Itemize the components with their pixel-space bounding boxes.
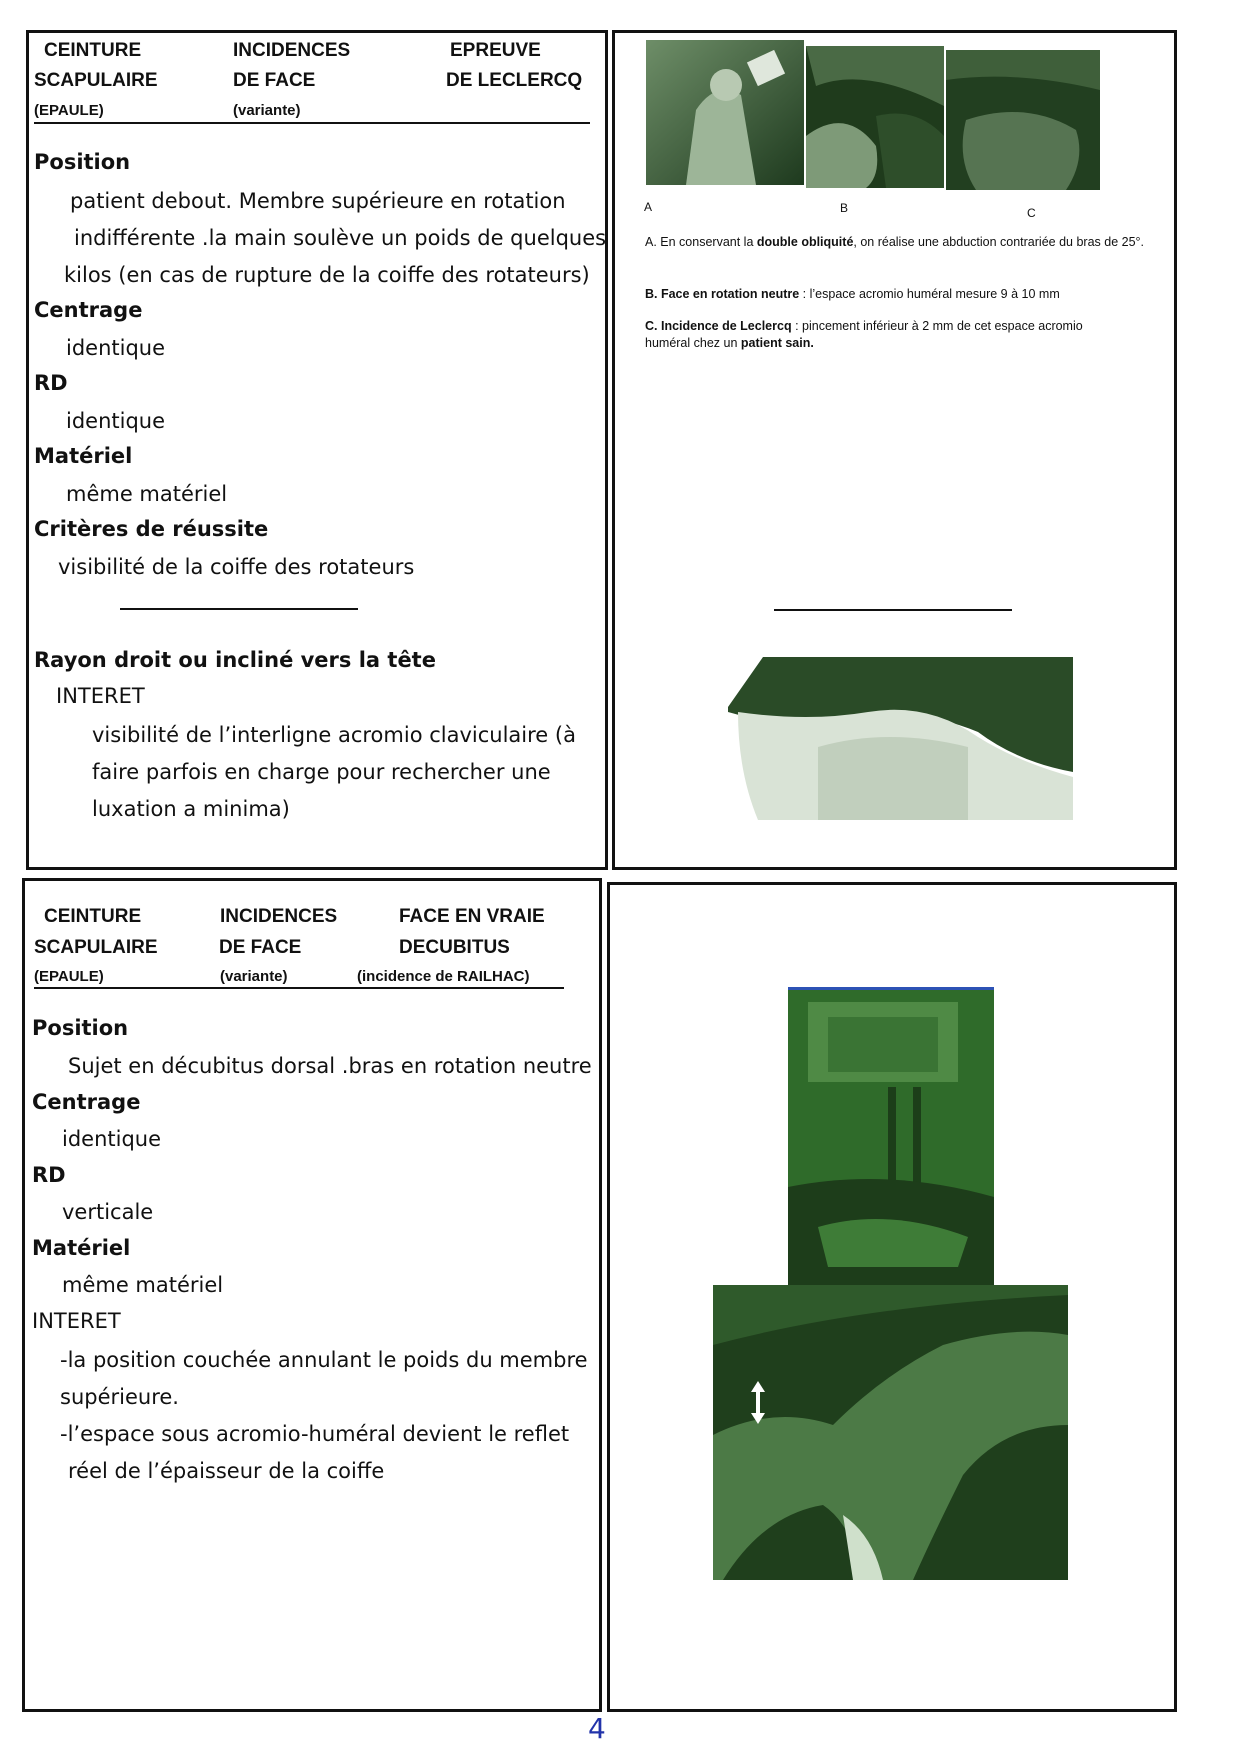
top-criteres-label: Critères de réussite [34, 517, 269, 541]
top-rayon-label: Rayon droit ou incliné vers la tête [34, 648, 436, 672]
bottom-position-text: Sujet en décubitus dorsal .bras en rotation neutre [68, 1054, 592, 1078]
top-centrage-text: identique [66, 336, 166, 360]
top-position-label: Position [34, 150, 131, 174]
radiograph-c-image [946, 50, 1100, 190]
bottom-rd-label: RD [32, 1163, 66, 1187]
bottom-interet-line-3: -l’espace sous acromio-huméral devient le reflet [60, 1422, 570, 1446]
bottom-interet-text [60, 1342, 588, 1490]
bottom-header-col3-line3: (incidence de RAILHAC) [357, 968, 530, 985]
bottom-header-col1-line2: SCAPULAIRE [34, 937, 158, 958]
caption-b-bold: B. Face en rotation neutre [645, 287, 800, 301]
top-header-col2-line2: DE FACE [233, 70, 316, 91]
top-criteres-text: visibilité de la coiffe des rotateurs [58, 555, 415, 579]
top-left-separator [120, 608, 358, 610]
bottom-materiel-text: même matériel [62, 1273, 224, 1297]
caption-a [645, 234, 1150, 251]
radiograph-a-image [646, 40, 804, 185]
caption-c-end: patient sain. [740, 336, 814, 350]
caption-b [645, 286, 1150, 303]
caption-a-prefix: A. En conservant la [645, 235, 757, 249]
top-interet-line-2: faire parfois en charge pour rechercher une [92, 760, 551, 784]
radiograph-b-image [806, 46, 944, 188]
top-interet-text [92, 717, 576, 828]
top-header-col1-line1: CEINTURE [44, 40, 142, 61]
top-header-col2-line1: INCIDENCES [233, 40, 351, 61]
top-header-rule [34, 122, 590, 124]
top-header-col1-line3: (EPAULE) [34, 102, 104, 119]
figure-label-c: C [1027, 206, 1036, 220]
bottom-header-col1-line3: (EPAULE) [34, 968, 104, 985]
top-rd-text: identique [66, 409, 166, 433]
top-header-col3-line2: DE LECLERCQ [446, 70, 583, 91]
figure-label-b: B [840, 201, 849, 215]
caption-a-bold: double obliquité [756, 235, 854, 249]
page-number: 4 [588, 1712, 606, 1745]
top-header-col3-line1: EPREUVE [450, 40, 541, 61]
top-header-col2-line3: (variante) [233, 102, 301, 119]
top-position-text [64, 183, 607, 294]
bottom-centrage-text: identique [62, 1127, 162, 1151]
bottom-header-col3-line2: DECUBITUS [399, 937, 510, 958]
bottom-rd-text: verticale [62, 1200, 154, 1224]
acromio-clavicular-radiograph-image [718, 652, 1073, 820]
caption-c-bold: C. Incidence de Leclercq [645, 319, 792, 333]
top-interet-line-3: luxation a minima) [92, 797, 290, 821]
bottom-materiel-label: Matériel [32, 1236, 131, 1260]
bottom-interet-line-2: supérieure. [60, 1385, 179, 1409]
top-position-line-2: indifférente .la main soulève un poids de quelques [74, 226, 607, 250]
bottom-position-label: Position [32, 1016, 129, 1040]
bottom-centrage-label: Centrage [32, 1090, 141, 1114]
bottom-header-col1-line1: CEINTURE [44, 906, 142, 927]
bottom-interet-label: INTERET [32, 1309, 121, 1333]
figure-label-a: A [644, 200, 653, 214]
railhac-radiograph-image [713, 1285, 1068, 1580]
top-position-line-1: patient debout. Membre supérieure en rotation [70, 189, 566, 213]
caption-c [645, 318, 1115, 352]
top-rd-label: RD [34, 371, 68, 395]
bottom-header-col2-line2: DE FACE [219, 937, 302, 958]
top-materiel-text: même matériel [66, 482, 228, 506]
bottom-header-col3-line1: FACE EN VRAIE [399, 906, 545, 927]
caption-a-suffix: , on réalise une abduction contrariée du bras de 25°. [853, 235, 1144, 249]
top-materiel-label: Matériel [34, 444, 133, 468]
decubitus-setup-photo-image [788, 987, 994, 1285]
bottom-header-col2-line1: INCIDENCES [220, 906, 338, 927]
top-centrage-label: Centrage [34, 298, 143, 322]
top-interet-label: INTERET [56, 684, 145, 708]
top-interet-line-1: visibilité de l’interligne acromio claviculaire (à [92, 723, 576, 747]
bottom-interet-line-4: réel de l’épaisseur de la coiffe [68, 1459, 385, 1483]
bottom-interet-line-1: -la position couchée annulant le poids du membre [60, 1348, 588, 1372]
bottom-header-rule [34, 987, 564, 989]
caption-b-rest: : l’espace acromio huméral mesure 9 à 10 mm [799, 287, 1060, 301]
top-right-separator [774, 609, 1012, 611]
top-position-line-3: kilos (en cas de rupture de la coiffe des rotateurs) [64, 263, 590, 287]
top-header-col1-line2: SCAPULAIRE [34, 70, 158, 91]
bottom-header-col2-line3: (variante) [220, 968, 288, 985]
caption-c-rest: : pincement inférieur à 2 mm de cet espace acromio huméral chez un [645, 319, 1083, 350]
